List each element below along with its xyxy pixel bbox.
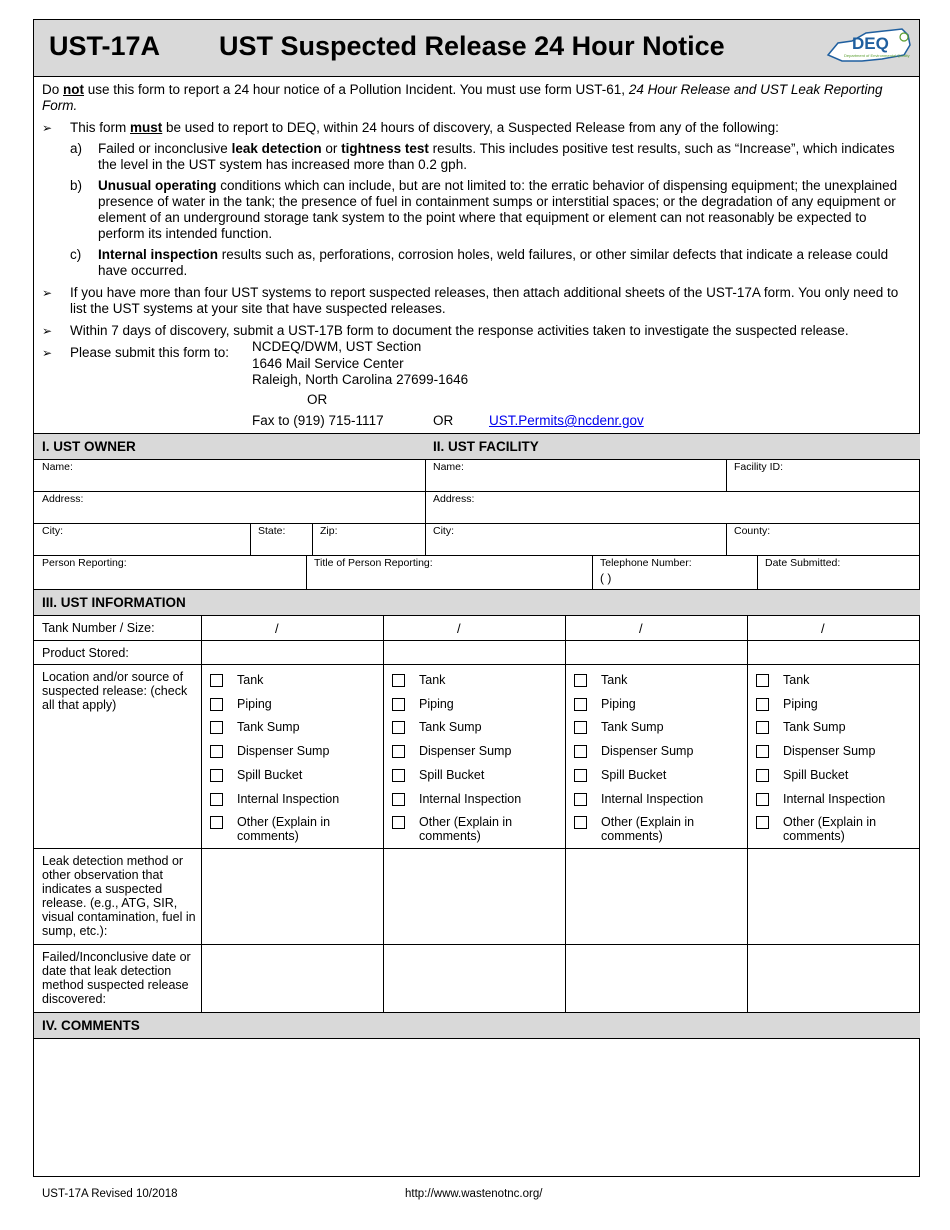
product-stored-label: Product Stored: (42, 646, 129, 660)
checkbox-dispenser-sump[interactable] (574, 745, 587, 758)
checkbox-label: Piping (419, 696, 454, 711)
owner-zip-field[interactable]: Zip: (312, 523, 426, 556)
leak-detection-label: Leak detection method or other observation that indicates a suspected release. (e.g., ATG, SIR, visual contamination, fuel in sump, etc.): (42, 854, 196, 938)
tank-number-size-field[interactable]: / (821, 621, 825, 636)
checkbox-label: Tank Sump (601, 720, 664, 735)
checkbox-other-explain-in-comments[interactable] (574, 816, 587, 829)
checkbox-label: Tank Sump (237, 720, 300, 735)
tank-number-size-field[interactable]: / (639, 621, 643, 636)
svg-text:Department of Environmental Qu: Department of Environmental Quality (844, 53, 910, 58)
checkbox-label: Dispenser Sump (601, 744, 694, 759)
facility-county-field[interactable]: County: (726, 523, 920, 556)
checkbox-dispenser-sump[interactable] (210, 745, 223, 758)
checkbox-internal-inspection[interactable] (210, 793, 223, 806)
arrow-icon: ➢ (42, 324, 53, 338)
tank-number-size-field[interactable]: / (457, 621, 461, 636)
telephone-label: Telephone Number: (600, 557, 692, 569)
footer-revision: UST-17A Revised 10/2018 (42, 1188, 178, 1200)
checkbox-tank-sump[interactable] (756, 721, 769, 734)
product-stored-field[interactable] (748, 641, 929, 664)
checkbox-label: Spill Bucket (783, 767, 849, 782)
checkbox-piping[interactable] (210, 698, 223, 711)
checkbox-label: Other (Explain in comments) (419, 815, 513, 844)
checkbox-label: Piping (601, 696, 636, 711)
bullet-must: ➢ This form must be used to report to DEQ, within 24 hours of discovery, a Suspected Release from any of the following: (42, 120, 779, 135)
checkbox-tank-sump[interactable] (392, 721, 405, 734)
owner-heading: I. UST OWNER (34, 433, 426, 460)
checkbox-other-explain-in-comments[interactable] (392, 816, 405, 829)
checkbox-piping[interactable] (392, 698, 405, 711)
checkbox-dispenser-sump[interactable] (392, 745, 405, 758)
address-line-3: Raleigh, North Carolina 27699-1646 (252, 372, 469, 387)
form-title: UST Suspected Release 24 Hour Notice (219, 31, 725, 61)
facility-id-field[interactable]: Facility ID: (726, 459, 920, 492)
failed-date-field[interactable] (566, 945, 747, 1012)
checkbox-dispenser-sump[interactable] (756, 745, 769, 758)
row-divider (34, 664, 920, 665)
checkbox-tank[interactable] (210, 674, 223, 687)
or-label: OR (433, 413, 454, 428)
checkbox-label: Spill Bucket (237, 767, 303, 782)
owner-address-field[interactable]: Address: (34, 491, 426, 524)
checkbox-label: Tank (419, 673, 446, 687)
form-frame (33, 19, 920, 1177)
facility-address-field[interactable]: Address: (425, 491, 920, 524)
checkbox-label: Internal Inspection (783, 791, 886, 806)
owner-name-field[interactable]: Name: (34, 459, 426, 492)
fax-number: Fax to (919) 715-1117 (252, 413, 384, 428)
telephone-parens: ( ) (600, 571, 612, 585)
checkbox-tank[interactable] (574, 674, 587, 687)
tank-number-size-field[interactable]: / (275, 621, 279, 636)
facility-heading: II. UST FACILITY (425, 433, 920, 460)
instructions (42, 82, 912, 361)
owner-city-field[interactable]: City: (34, 523, 251, 556)
facility-city-field[interactable]: City: (425, 523, 727, 556)
checkbox-label: Tank Sump (783, 720, 846, 735)
checkbox-label: Tank (783, 673, 810, 687)
info-heading: III. UST INFORMATION (34, 589, 920, 616)
checkbox-tank[interactable] (756, 674, 769, 687)
bullet-more-systems: ➢ If you have more than four UST systems to report suspected releases, then attach additional sheets of the UST-17A form. You only need to list the UST systems at your site that have suspected releases. (42, 285, 899, 316)
deq-logo (822, 25, 914, 67)
failed-date-field[interactable] (384, 945, 565, 1012)
checkbox-tank-sump[interactable] (210, 721, 223, 734)
arrow-icon: ➢ (42, 121, 53, 135)
checkbox-label: Other (Explain in comments) (601, 815, 695, 844)
checkbox-other-explain-in-comments[interactable] (210, 816, 223, 829)
checkbox-label: Spill Bucket (601, 767, 667, 782)
leak-detection-field[interactable] (748, 849, 929, 944)
item-c: c) Internal inspection results such as, perforations, corrosion holes, weld failures, or other similar defects that indicate a release could have occurred. (70, 247, 889, 278)
email-link[interactable] (489, 413, 644, 428)
checkbox-internal-inspection[interactable] (756, 793, 769, 806)
facility-name-field[interactable]: Name: (425, 459, 727, 492)
checkbox-label: Tank (601, 673, 628, 687)
tank-number-label: Tank Number / Size: (42, 621, 155, 635)
checkbox-label: Other (Explain in comments) (237, 815, 331, 844)
checkbox-label: Piping (237, 696, 272, 711)
checkbox-label: Dispenser Sump (419, 744, 512, 759)
comments-area[interactable] (34, 1039, 920, 1177)
title-bar (34, 20, 919, 77)
item-b: b) Unusual operating conditions which can include, but are not limited to: the erratic behavior of dispensing equipment; the unexplained presence of water in the tank; the presence of fuel in containment sumps or interstitial spaces; or the degradation of any equipment or element of an underground storage tank system to the point where that equipment or element can not reasonably be expected to perform its intended function. (70, 178, 898, 241)
checkbox-tank-sump[interactable] (574, 721, 587, 734)
or-label: OR (307, 392, 328, 407)
product-stored-field[interactable] (202, 641, 383, 664)
leak-detection-field[interactable] (566, 849, 747, 944)
address-line-1: NCDEQ/DWM, UST Section (252, 339, 422, 354)
svg-text:DEQ: DEQ (852, 34, 889, 53)
item-a: a) Failed or inconclusive leak detection or tightness test results. This includes positive test results, such as “Increase”, which indicates the level in the UST system has increased more than 0.2 gph. (70, 141, 895, 172)
checkbox-label: Dispenser Sump (783, 744, 876, 759)
checkbox-piping[interactable] (756, 698, 769, 711)
date-submitted-field[interactable]: Date Submitted: (757, 555, 920, 590)
checkbox-label: Tank (237, 673, 264, 687)
leak-detection-field[interactable] (384, 849, 565, 944)
owner-state-field[interactable]: State: (250, 523, 313, 556)
email-link-text[interactable]: UST.Permits@ncdenr.gov (489, 413, 644, 428)
failed-date-field[interactable] (748, 945, 929, 1012)
failed-date-field[interactable] (202, 945, 383, 1012)
leak-detection-field[interactable] (202, 849, 383, 944)
arrow-icon: ➢ (42, 286, 53, 300)
checkbox-label: Internal Inspection (601, 791, 704, 806)
checkbox-internal-inspection[interactable] (392, 793, 405, 806)
checkbox-label: Dispenser Sump (237, 744, 330, 759)
checkbox-label: Internal Inspection (237, 791, 340, 806)
address-line-2: 1646 Mail Service Center (252, 356, 404, 371)
bullet-submit: ➢ Please submit this form to: (42, 345, 230, 360)
pollution-notice: Do not use this form to report a 24 hour notice of a Pollution Incident. You must use form UST-61, 24 Hour Release and UST Leak Reporting Form. (42, 82, 883, 113)
checkbox-label: Tank Sump (419, 720, 482, 735)
checkbox-spill-bucket[interactable] (574, 769, 587, 782)
checkbox-label: Other (Explain in comments) (783, 815, 877, 844)
telephone-field[interactable] (592, 555, 758, 590)
arrow-icon: ➢ (42, 346, 53, 360)
form-id: UST-17A (49, 31, 161, 61)
checkbox-label: Internal Inspection (419, 791, 522, 806)
checkbox-label: Spill Bucket (419, 767, 485, 782)
checkbox-spill-bucket[interactable] (756, 769, 769, 782)
checkbox-spill-bucket[interactable] (210, 769, 223, 782)
title-of-person-field[interactable]: Title of Person Reporting: (306, 555, 593, 590)
comments-heading: IV. COMMENTS (34, 1012, 920, 1039)
person-reporting-field[interactable]: Person Reporting: (34, 555, 307, 590)
checkbox-piping[interactable] (574, 698, 587, 711)
bullet-7-days: ➢ Within 7 days of discovery, submit a UST-17B form to document the response activities taken to investigate the suspected release. (42, 323, 849, 338)
footer-url[interactable]: http://www.wastenotnc.org/ (405, 1188, 543, 1200)
checkbox-tank[interactable] (392, 674, 405, 687)
product-stored-field[interactable] (566, 641, 747, 664)
checkbox-internal-inspection[interactable] (574, 793, 587, 806)
product-stored-field[interactable] (384, 641, 565, 664)
checkbox-spill-bucket[interactable] (392, 769, 405, 782)
checkbox-other-explain-in-comments[interactable] (756, 816, 769, 829)
location-label: Location and/or source of suspected release: (check all that apply) (42, 670, 188, 712)
checkbox-label: Piping (783, 696, 818, 711)
failed-date-label: Failed/Inconclusive date or date that leak detection method suspected release discovered: (42, 950, 191, 1006)
